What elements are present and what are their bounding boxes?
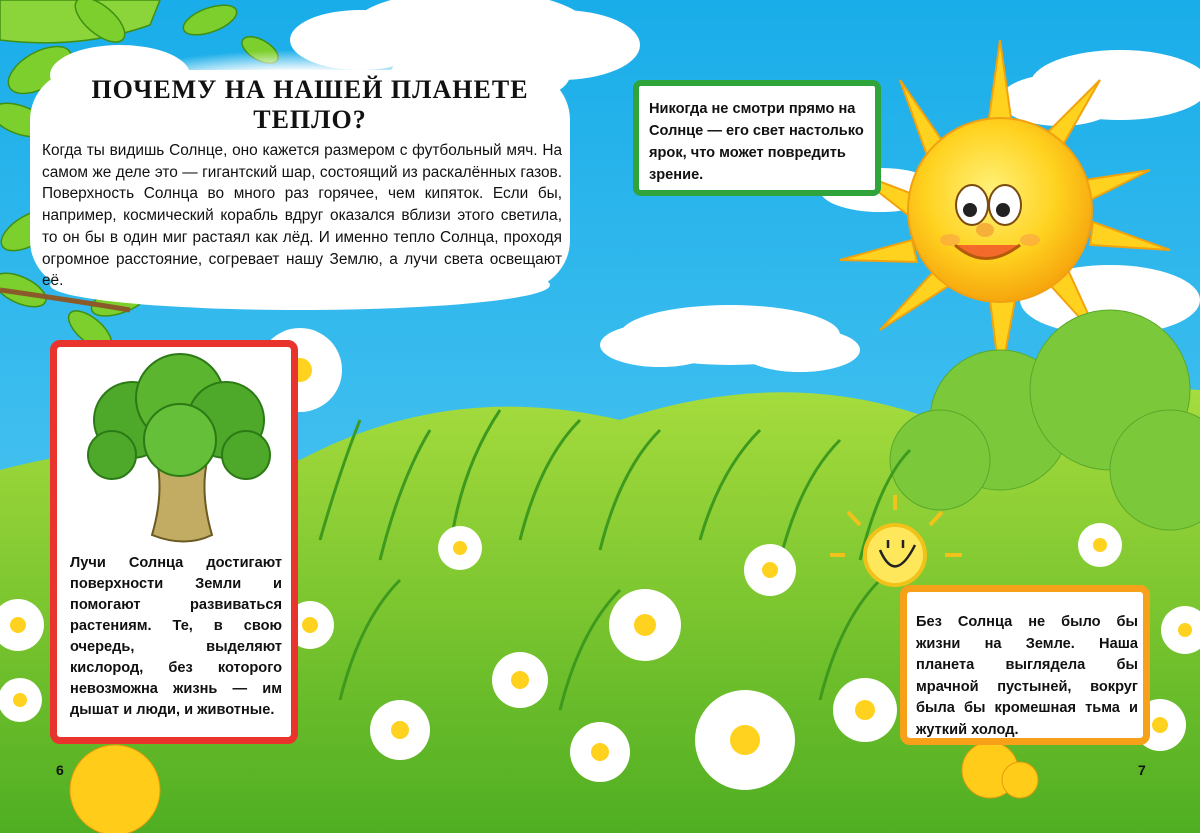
warning-text: Никогда не смотри прямо на Солнце — его свет настолько ярок, что может повредить зрение. bbox=[649, 101, 864, 183]
page-number-right: 7 bbox=[1138, 762, 1146, 778]
life-text: Без Солнца не было бы жизни на Земле. Наша планета выглядела бы мрачной пустыней, вокруг была бы кромешная тьма и жуткий холод. bbox=[916, 614, 1138, 738]
warning-box bbox=[633, 80, 881, 196]
life-box bbox=[900, 585, 1150, 745]
intro-paragraph: Когда ты видишь Солнце, оно кажется размером с футбольный мяч. На самом же деле это — гигантский шар, состоящий из раскалённых газов. Поверхность Солнца во много раз горячее, чем кипяток. Если бы, например, космический корабль вдруг оказался вблизи этого светила, то он бы в один миг растаял как лёд. И именно тепло Солнца, проходя огромное расстояние, согревает нашу Землю, а лучи света освещают её. bbox=[42, 142, 562, 290]
plants-text: Лучи Солнца достигают поверхности Земли и помогают развиваться растениям. Те, в свою очередь, выделяют кислород, без которого невозможна жизнь — им дышат и люди, и животные. bbox=[70, 555, 282, 718]
page-number-left: 6 bbox=[56, 762, 64, 778]
sun-character bbox=[908, 118, 1092, 302]
plants-box bbox=[50, 340, 298, 744]
page-title: ПОЧЕМУ НА НАШЕЙ ПЛАНЕТЕ ТЕПЛО? bbox=[91, 75, 529, 134]
